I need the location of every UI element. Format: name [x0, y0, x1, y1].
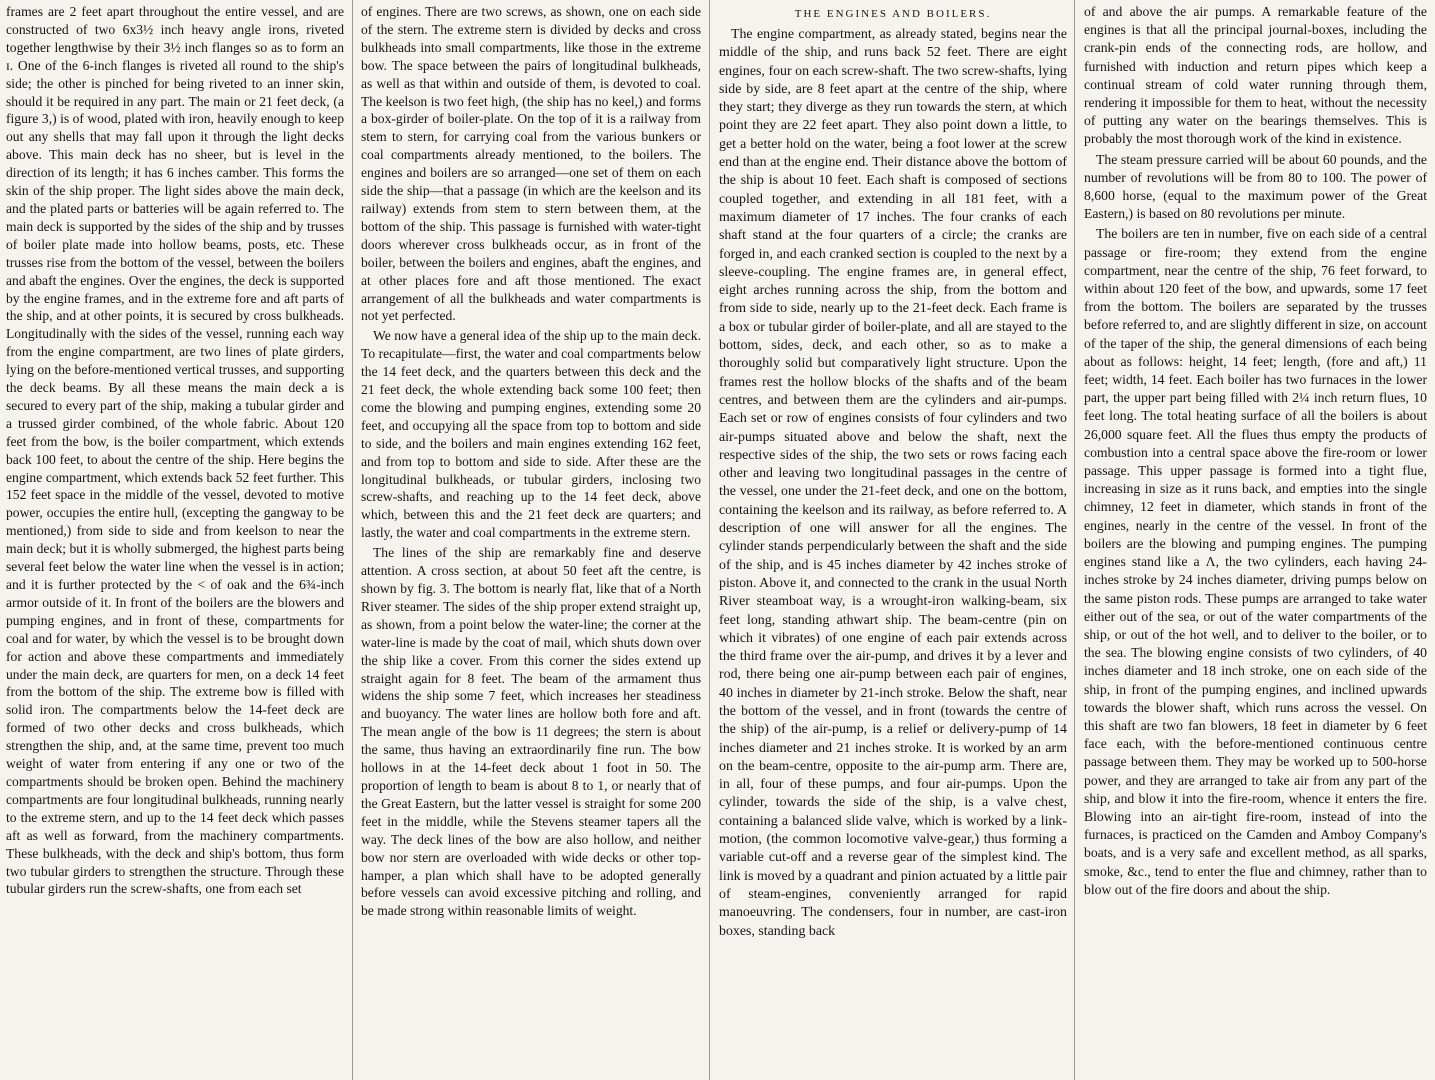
text-column-3	[714, 0, 1072, 1080]
section-heading: THE ENGINES AND BOILERS.	[794, 8, 992, 20]
paragraph: The boilers are ten in number, five on each side of a central passage or fire-room; they extend from the engine compartment, near the centre of the ship, 76 feet forward, to within about 120 feet of the bow, and upwards, some 17 feet from the bottom. The boilers are separated by the trusses before referred to, and are slightly different in size, on account of the taper of the ship, the general dimensions of each being about as follows: height, 14 feet; length, (fore and aft,) 11 feet; width, 14 feet. Each boiler has two furnaces in the lower part, the upper part being filled with 2¼ inch return flues, 10 feet long. The total heating surface of all the boilers is about 26,000 square feet. All the flues thus empty the products of combustion into a central space above the fire-room or lower passage. This upper passage is formed into a tight flue, increasing in size as it runs back, and empties into the single chimney, 12 feet in diameter, which stands in front of the engines, nearly in the centre of the vessel. In front of the boilers are the blowing and pumping engines. The pumping engines stand like a Λ, the two cylinders, each having 24-inches stroke by 24 inches diameter, driving pumps below on the same piston rods. These pumps are arranged to take water either out of the sea, or out of the water compartments of the ship, or out of the hot well, and to deliver to the boiler, or to the sea. The blowing engine consists of two cylinders, of 40 inches diameter and 18 inch stroke, one on each side of the ship, in front of the pumping engines, and inclined upwards towards the blower shaft, which runs across the vessel. On this shaft are two fan blowers, 18 feet in diameter by 6 feet face each, with the before-mentioned continuous centre passage between them. They may be worked up to 500-horse power, and they are arranged to take air from any part of the ship, and blow it into the fire-room, whence it enters the fire. Blowing into an air-tight fire-room, instead of into the furnaces, is practiced on the Camden and Amboy Company's boats, and is a very safe and excellent method, as all sparks, smoke, &c., tend to enter the flue and chimney, rather than to blow out of the fire doors and about the ship.	[1084, 226, 1427, 897]
paragraph: frames are 2 feet apart throughout the entire vessel, and are constructed of two 6x3½ inch heavy angle irons, riveted together lengthwise by their 3½ inch flanges so as to form an ɪ. One of the 6-inch flanges is riveted all round to the ship's side; the other is pinched for being riveted to an inner skin, should it be required in any part. The main or 21 feet deck, (a figure 3,) is of wood, plated with iron, heavily enough to keep out any shells that may fall upon it through the light decks above. This main deck has no sheer, but is level in the direction of its length; it has 6 inches camber. This forms the skin of the ship proper. The light sides above the main deck, and the plated parts or batteries will be again referred to. The main deck is supported by the sides of the ship and by trusses of boiler plate made into hollow beams, posts, etc. These trusses rise from the bottom of the vessel, between the boilers and abaft the engines. Over the engines, the deck is supported by the engine frames, and in the extreme fore and aft parts of the ship, and at other points, it is secured by cross bulkheads. Longitudinally with the sides of the vessel, running each way from the engine compartment, are two lines of plate girders, lying on the before-mentioned vertical trusses, and supporting the deck beams. By all these means the main deck a is secured to every part of the ship, making a tubular girder and a trussed girder combined, of the whole fabric. About 120 feet from the bow, is the boiler compartment, which extends back 100 feet, to about the centre of the ship. Here begins the engine compartment, which extends back 52 feet further. This 152 feet space in the middle of the vessel, devoted to motive power, occupies the entire hull, (excepting the gangway to be mentioned,) from side to side and from keelson to near the main deck; but it is wholly submerged, the highest parts being several feet below the water line when the vessel is in action; and it is further protected by the < of oak and the 6¾-inch armor outside of it. In front of the boilers are the blowers and pumping engines, and in front of these, compartments for coal and for water, by which the vessel is to be brought down for action and above these compartments and immediately under the main deck, are quarters for men, on a deck 14 feet from the bottom of the ship. The extreme bow is filled with solid iron. The compartments below the 14-feet deck are formed of two other decks and cross bulkheads, which strengthen the ship, and, at the same time, prevent too much weight of water from entering if any one or two of the compartments should be broken open. Behind the machinery compartments are four longitudinal bulkheads, running nearly to the extreme stern, and up to the 14 feet deck which passes aft as well as forward, from the machinery compartments. These bulkheads, with the deck and ship's bottom, thus form two tubular girders to strengthen the structure. Through these tubular girders run the screw-shafts, one from each set	[6, 4, 344, 897]
paragraph: of engines. There are two screws, as shown, one on each side of the stern. The extreme stern is divided by decks and cross bulkheads into small compartments, like those in the extreme bow. The space between the pairs of longitudinal bulkheads, as well as that within and outside of them, is devoted to coal. The keelson is two feet high, (the ship has no keel,) and forms a box-girder of boiler-plate. On the top of it is a railway from stem to stern, for carrying coal from the various bunkers or coal compartments already mentioned, to the boilers. The engines and boilers are so arranged—one set of them on each side the ship—that a passage (in which are the keelson and its railway) extends from stem to stern between them, at the bottom of the ship. This passage is furnished with water-tight doors wherever cross bulkheads occur, as in front of the boiler, between the boilers and engines, abaft the engines, and at other places fore and aft those mentioned. The exact arrangement of all the bulkheads and water compartments is not yet perfected.	[361, 4, 701, 324]
column-rule	[352, 0, 353, 1080]
text-column-1	[0, 0, 350, 1080]
column-rule	[709, 0, 710, 1080]
column-rule	[1074, 0, 1075, 1080]
paragraph: The lines of the ship are remarkably fine and deserve attention. A cross section, at about 50 feet aft the centre, is shown by fig. 3. The bottom is nearly flat, like that of a North River steamer. The sides of the ship proper extend straight up, as shown, from a point below the water-line; the corner at the water-line is made by the coat of mail, which shuts down over the ship like a cover. From this corner the sides extend up straight again for 8 feet. The beam of the armament thus widens the ship some 7 feet, which increases her steadiness and buoyancy. The water lines are hollow both fore and aft. The mean angle of the bow is 11 degrees; the stern is about the same, thus having an extraordinarily fine run. The bow hollows in at the 14-feet deck about 1 foot in 50. The proportion of length to beam is about 8 to 1, or nearly that of the Great Eastern, but the latter vessel is straight for some 200 feet in the middle, while the Stevens steamer tapers all the way. The deck lines of the bow are also hollow, and neither bow nor stern are overloaded with wide decks or other top-hamper, a plan which shall have to be adopted generally before vessels can avoid excessive pitching and rolling, and be made strong within reasonable limits of weight.	[361, 545, 701, 919]
text-column-2	[356, 0, 706, 1080]
text-column-4	[1078, 0, 1435, 1080]
paragraph: We now have a general idea of the ship up to the main deck. To recapitulate—first, the water and coal compartments below the 14 feet deck, and the quarters between this deck and the 21 feet deck, the whole extending back some 100 feet; then come the blowing and pumping engines, extending some 20 feet, and occupying all the space from top to bottom and side to side, and the boilers and main engines extending 162 feet, and from top to bottom and side to side. After these are the longitudinal bulkheads, or tubular girders, inclosing two screw-shafts, and reaching up to the 14 feet deck, above which, between this and the 21 feet deck are quarters; and lastly, the water and coal compartments in the extreme stern.	[361, 328, 701, 541]
paragraph: The steam pressure carried will be about 60 pounds, and the number of revolutions will be from 80 to 100. The power of 8,600 horse, (equal to the maximum power of the Great Eastern,) is based on 80 revolutions per minute.	[1084, 151, 1427, 222]
paragraph: The engine compartment, as already stated, begins near the middle of the ship, and runs back 52 feet. There are eight engines, four on each screw-shaft. The two screw-shafts, lying side by side, are 8 feet apart at the centre of the ship, where they start; they diverge as they run towards the stern, at which point they are 22 feet apart. They also point down a little, to get a better hold on the water, being a foot lower at the screw end than at the engine end. Their distance above the bottom of the ship is about 10 feet. Each shaft is composed of sections coupled together, and extending in all 181 feet, with a maximum diameter of 17 inches. The four cranks of each shaft stand at the four quarters of a circle; the cranks are forged in, and each cranked section is coupled to the next by a sleeve-coupling. The engine frames are, in general effect, eight arches running across the ship, from the bottom and from side to side, nearly up to the 21-feet deck. Each frame is a box or tubular girder of boiler-plate, and all are stayed to the bottom, sides, deck, and each other, so as to make a thoroughly solid but comparatively light structure. Upon the frames rest the hollow blocks of the shafts and of the beam centres, and between them are the cylinders and air-pumps. Each set or row of engines consists of four cylinders and two air-pumps situated above and below the shaft, next the respective sides of the ship, the two sets or rows facing each other and leaving two longitudinal passages in the centre of the vessel, one under the 21-feet deck, and one on the bottom, containing the keelson and its railway, as before referred to. A description of one will answer for all the engines. The cylinder stands perpendicularly between the shaft and the side of the ship, and is 45 inches diameter by 42 inches stroke of piston. Above it, and connected to the crank in the usual North River steamboat way, is a wrought-iron walking-beam, six feet long, standing athwart ship. The beam-centre (pin on which it vibrates) of one engine of each pair extends across the third frame over the air-pump, and drives it by a lever and rod, there being one air-pump between each pair of engines, 40 inches in diameter by 21-inch stroke. Below the shaft, near the bottom of the vessel, and in front (towards the centre of the ship) of the air-pump, is a relief or delivery-pump of 14 inches diameter and 21 inches stroke. It is worked by an arm on the beam-centre, opposite to the air-pump arm. There are, in all, four of these pumps, and four air-pumps. Upon the cylinder, towards the side of the ship, is a valve chest, containing a balanced slide valve, which is worked by a link-motion, (the common locomotive valve-gear,) thus forming a variable cut-off and a reverse gear of the simplest kind. The link is moved by a quadrant and pinion actuated by a little pair of steam-engines, conveniently arranged for rapid manoeuvring. The condensers, four in number, are cast-iron boxes, standing back	[719, 27, 1067, 939]
paragraph: of and above the air pumps. A remarkable feature of the engines is that all the principal journal-boxes, including the crank-pin ends of the connecting rods, are hollow, and furnished with induction and return pipes which keep a continual stream of cold water running through them, rendering it impossible for them to heat, without the necessity of putting any water on the bearings themselves. This is probably the most thorough work of the kind in existence.	[1084, 4, 1427, 147]
